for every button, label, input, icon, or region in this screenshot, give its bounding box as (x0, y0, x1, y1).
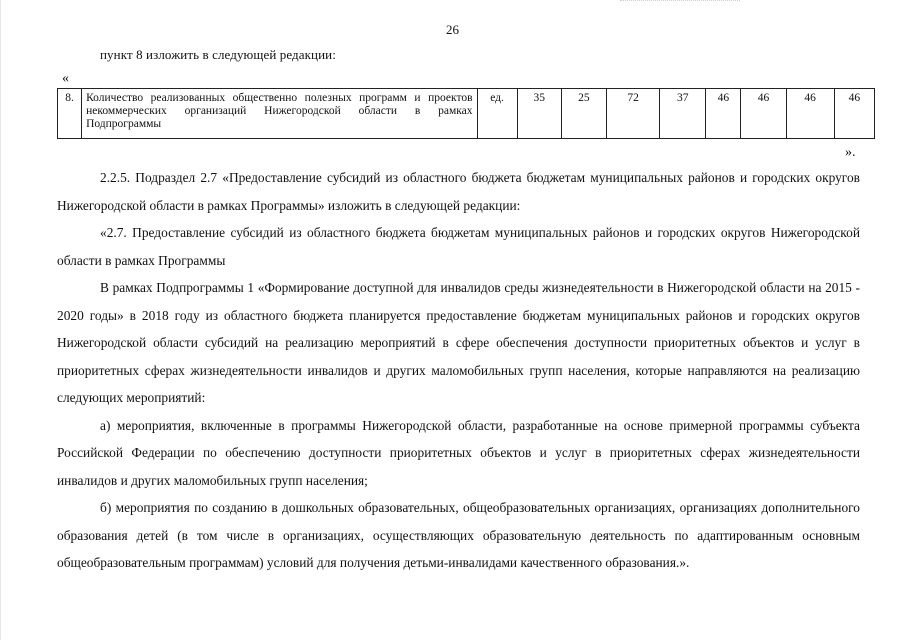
paragraph-item-a: а) мероприятия, включенные в программы Нижегородской области, разработанные на основе примерной программы субъекта Российской Федерации по обеспечению доступности приоритетных объектов и услуг в приоритетных сферах жизнедеятельности инвалидов и других маломобильных групп населения; (57, 417, 860, 488)
value-cell: 35 (517, 89, 561, 139)
value-cell: 72 (606, 89, 659, 139)
value-cell: 46 (834, 89, 874, 139)
paragraph-item-b: б) мероприятия по созданию в дошкольных образовательных, общеобразовательных организациях, организациях дополнительного образования детей (в том числе в организациях, осуществляющих образовательную деятельность по адаптированным основным общеобразовательным программам) условий для получения детьми-инвалидами качественного образования.». (57, 500, 860, 570)
value-cell: 37 (660, 89, 706, 139)
scan-edge (0, 0, 1, 640)
indicator-name: Количество реализованных общественно полезных программ и проектов некоммерческих организаций Нижегородской области в рамках Подпрограммы (82, 89, 477, 139)
unit-cell: ед. (477, 89, 517, 139)
paragraph-section-heading: «2.7. Предоставление субсидий из областного бюджета бюджетам муниципальных районов и городских округов Нижегородской области в рамках Программы (57, 225, 860, 268)
page-number: 26 (446, 22, 459, 37)
scan-artifact (620, 0, 740, 2)
row-number: 8. (58, 89, 82, 139)
value-cell: 46 (706, 89, 741, 139)
table-row (58, 89, 875, 139)
body-text (57, 164, 860, 577)
paragraph-subprogram: В рамках Подпрограммы 1 «Формирование доступной для инвалидов среды жизнедеятельности в Нижегородской области на 2015 - 2020 годы» в 2018 году из областного бюджета планируется предоставление бюджетам муниципальных районов и городских округов Нижегородской области субсидий на реализацию мероприятий в сфере обеспечения доступности приоритетных объектов и услуг в приоритетных сферах жизнедеятельности инвалидов и других маломобильных групп населения, которые направляются на реализацию следующих мероприятий: (57, 280, 860, 405)
open-quote: « (62, 71, 69, 86)
intro-text: пункт 8 изложить в следующей редакции: (100, 47, 336, 62)
paragraph-2-2-5: 2.2.5. Подраздел 2.7 «Предоставление субсидий из областного бюджета бюджетам муниципальных районов и городских округов Нижегородской области в рамках Программы» изложить в следующей редакции: (57, 170, 860, 213)
close-quote: ». (845, 145, 856, 160)
value-cell: 46 (741, 89, 786, 139)
value-cell: 46 (786, 89, 834, 139)
value-cell: 25 (561, 89, 606, 139)
indicator-table (57, 88, 875, 139)
